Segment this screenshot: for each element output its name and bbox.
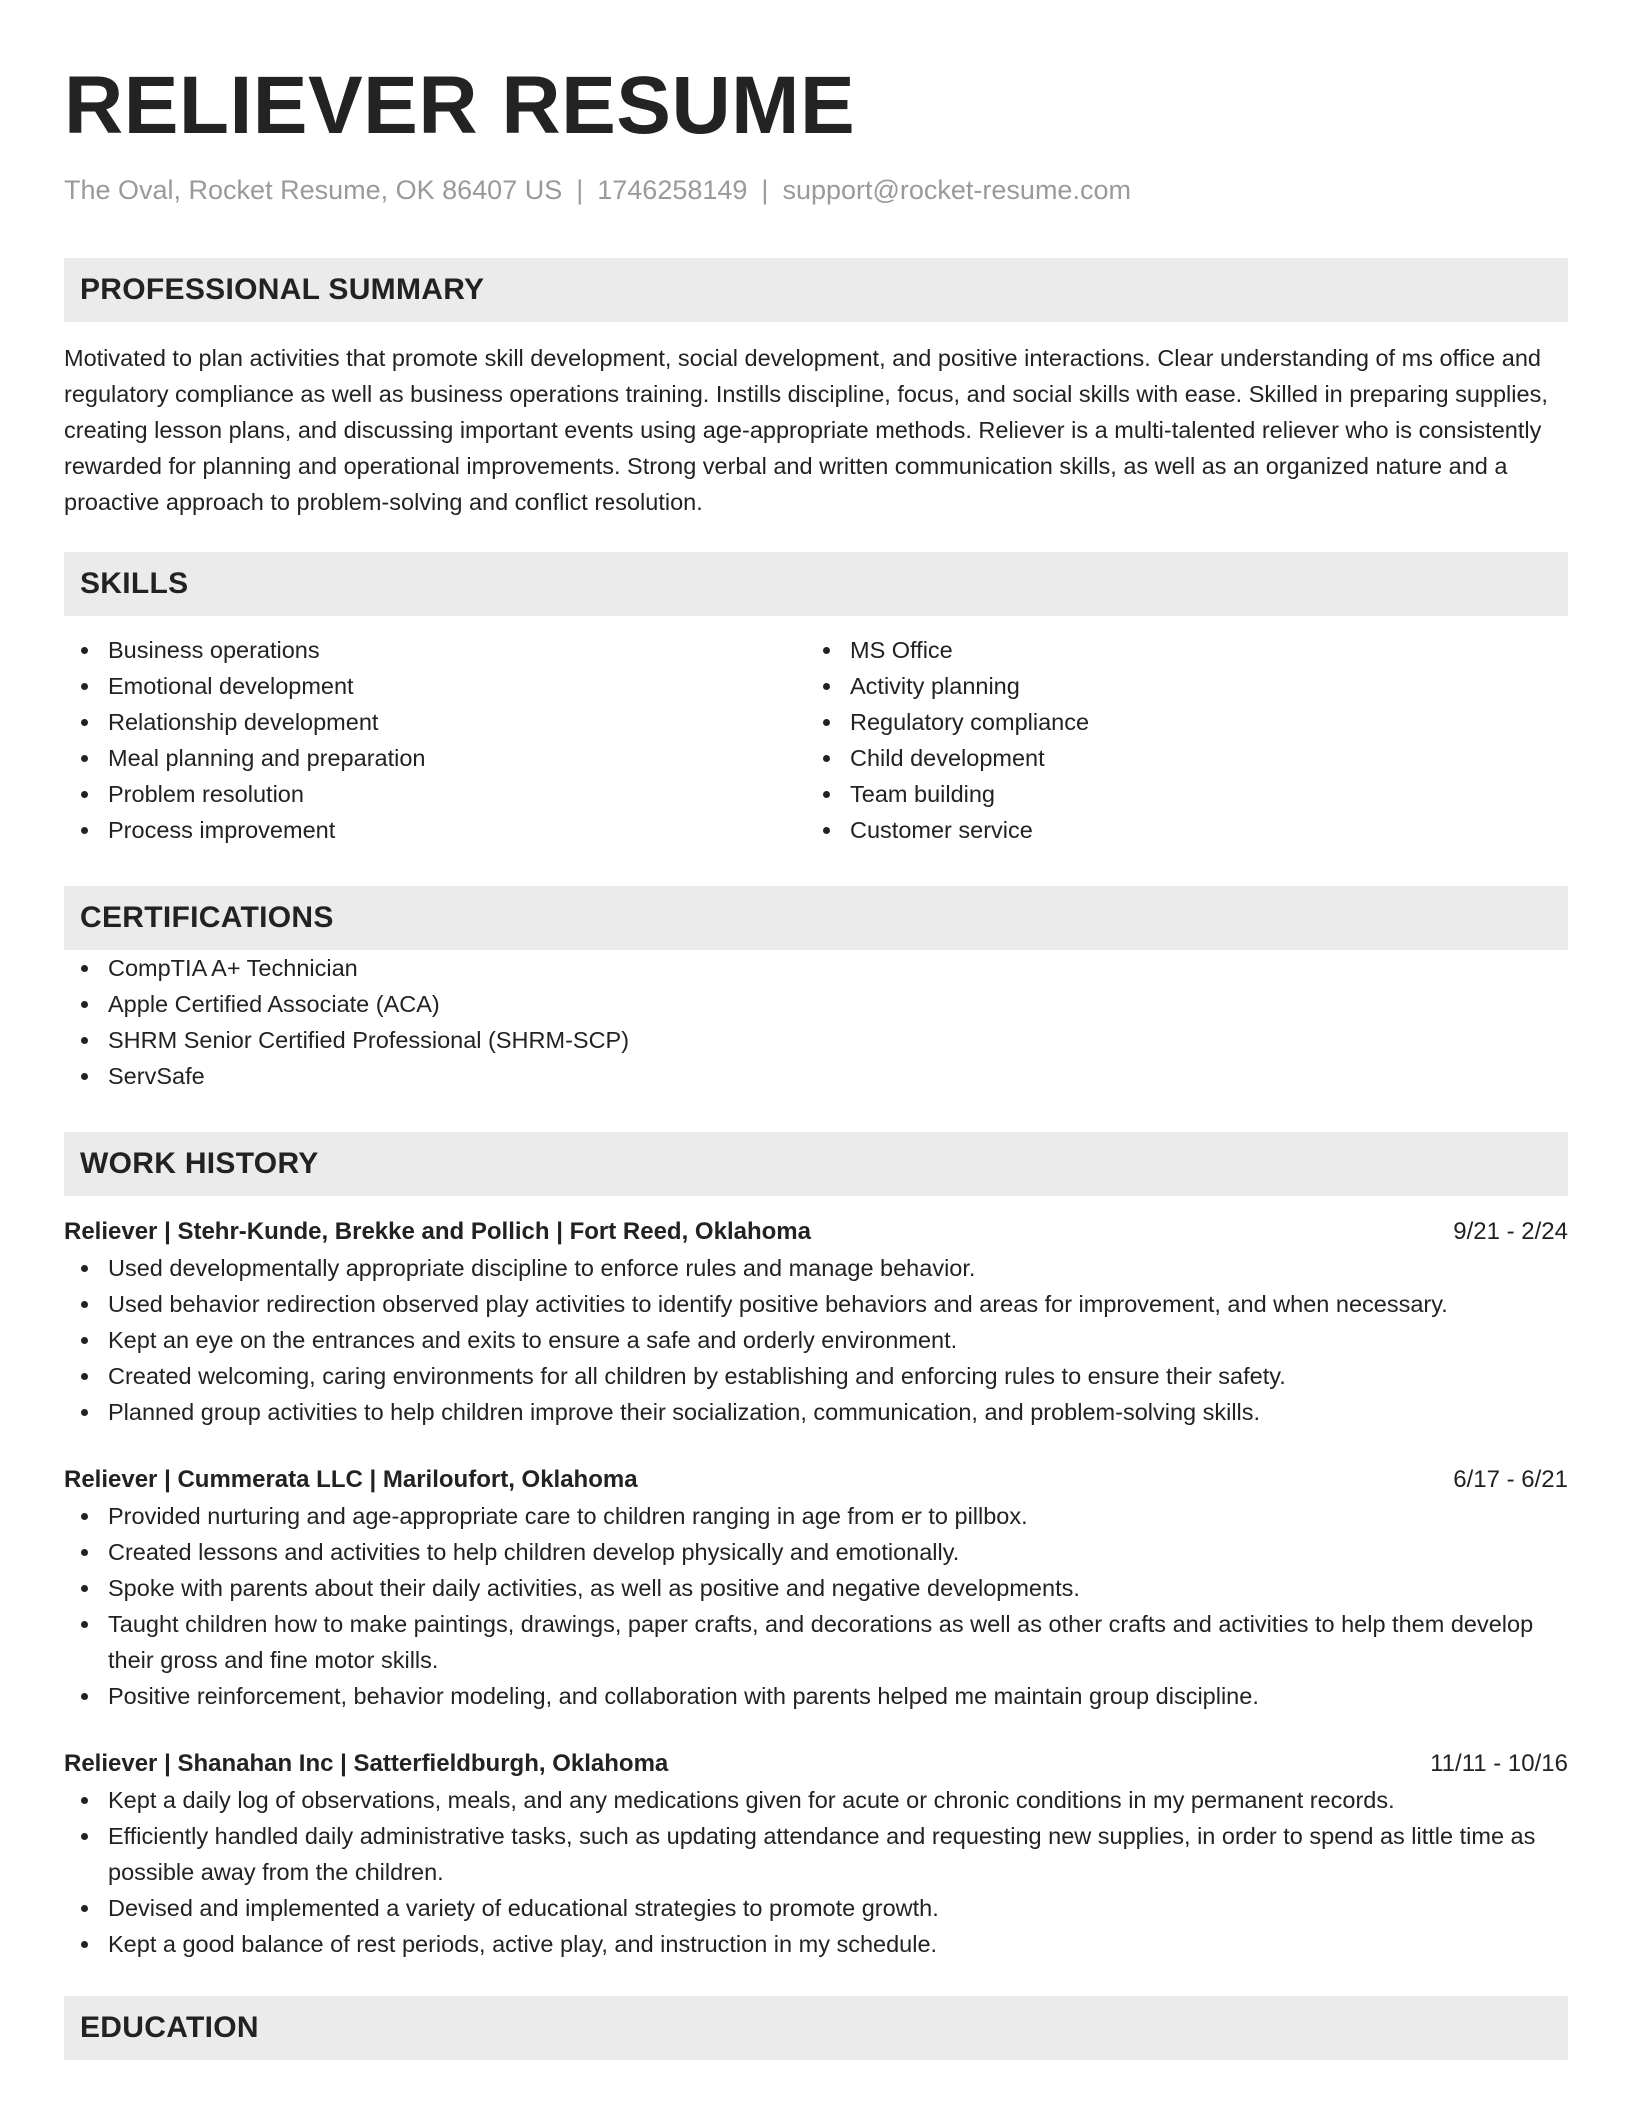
job-title: Reliever | Shanahan Inc | Satterfieldburgh, Oklahoma [64, 1750, 669, 1777]
skill-item: Activity planning [806, 668, 1548, 704]
contact-email: support@rocket-resume.com [782, 175, 1131, 205]
job-duty: Spoke with parents about their daily activities, as well as positive and negative developments. [64, 1570, 1568, 1606]
section-header-summary: PROFESSIONAL SUMMARY [64, 258, 1568, 322]
job-duty: Created lessons and activities to help children develop physically and emotionally. [64, 1534, 1568, 1570]
section-header-work-history: WORK HISTORY [64, 1132, 1568, 1196]
job-dates: 11/11 - 10/16 [1430, 1750, 1568, 1777]
job-duty: Efficiently handled daily administrative tasks, such as updating attendance and requesting new supplies, in order to spend as little time as possible away from the children. [64, 1818, 1568, 1890]
job-duty: Kept an eye on the entrances and exits to ensure a safe and orderly environment. [64, 1322, 1568, 1358]
contact-phone: 1746258149 [597, 175, 748, 205]
job-dates: 6/17 - 6/21 [1453, 1466, 1568, 1493]
certification-item: SHRM Senior Certified Professional (SHRM-SCP) [64, 1022, 1568, 1058]
job-duty: Used behavior redirection observed play activities to identify positive behaviors and areas for improvement, and when necessary. [64, 1286, 1568, 1322]
skills-list-right [806, 632, 1548, 848]
skills-column-right [806, 632, 1548, 848]
skills-columns [64, 632, 1568, 848]
job-duty: Positive reinforcement, behavior modeling, and collaboration with parents helped me maintain group discipline. [64, 1678, 1568, 1714]
job-duty: Planned group activities to help children improve their socialization, communication, and problem-solving skills. [64, 1394, 1568, 1430]
skill-item: Child development [806, 740, 1548, 776]
section-header-skills: SKILLS [64, 552, 1568, 616]
skill-item: Problem resolution [64, 776, 806, 812]
job-header [64, 1462, 1568, 1498]
job-dates: 9/21 - 2/24 [1453, 1218, 1568, 1245]
contact-separator: | [761, 175, 769, 205]
job-duty: Devised and implemented a variety of educational strategies to promote growth. [64, 1890, 1568, 1926]
section-header-education: EDUCATION [64, 1996, 1568, 2060]
certification-item: Apple Certified Associate (ACA) [64, 986, 1568, 1022]
contact-separator: | [576, 175, 584, 205]
skill-item: Process improvement [64, 812, 806, 848]
skill-item: Emotional development [64, 668, 806, 704]
certifications-list [64, 950, 1568, 1094]
certification-item: CompTIA A+ Technician [64, 950, 1568, 986]
certification-item: ServSafe [64, 1058, 1568, 1094]
job-header [64, 1214, 1568, 1250]
job-header [64, 1746, 1568, 1782]
job-duty: Used developmentally appropriate discipline to enforce rules and manage behavior. [64, 1250, 1568, 1286]
skill-item: Business operations [64, 632, 806, 668]
job-duties-list [64, 1250, 1568, 1430]
summary-text: Motivated to plan activities that promote skill development, social development, and positive interactions. Clear understanding of ms office and regulatory compliance as well as business operations training. Instills discipline, focus, and social skills with ease. Skilled in preparing supplies, creating lesson plans, and discussing important events using age-appropriate methods. Reliever is a multi-talented reliever who is consistently rewarded for planning and operational improvements. Strong verbal and written communication skills, as well as an organized nature and a proactive approach to problem-solving and conflict resolution. [64, 345, 1548, 515]
skill-item: MS Office [806, 632, 1548, 668]
job-duties-list [64, 1782, 1568, 1962]
job-duties-list [64, 1498, 1568, 1714]
skill-item: Meal planning and preparation [64, 740, 806, 776]
resume-title: RELIEVER RESUME [64, 60, 856, 151]
contact-address: The Oval, Rocket Resume, OK 86407 US [64, 175, 563, 205]
job-title: Reliever | Cummerata LLC | Mariloufort, Oklahoma [64, 1466, 638, 1493]
contact-line [64, 172, 1568, 208]
job-title: Reliever | Stehr-Kunde, Brekke and Pollich | Fort Reed, Oklahoma [64, 1218, 811, 1245]
job-duty: Kept a good balance of rest periods, active play, and instruction in my schedule. [64, 1926, 1568, 1962]
skill-item: Regulatory compliance [806, 704, 1548, 740]
job-duty: Kept a daily log of observations, meals, and any medications given for acute or chronic conditions in my permanent records. [64, 1782, 1568, 1818]
skills-list-left [64, 632, 806, 848]
job-duty: Provided nurturing and age-appropriate care to children ranging in age from er to pillbox. [64, 1498, 1568, 1534]
job-entry [64, 1462, 1568, 1714]
section-header-certifications: CERTIFICATIONS [64, 886, 1568, 950]
job-entry [64, 1746, 1568, 1962]
job-duty: Taught children how to make paintings, drawings, paper crafts, and decorations as well as other crafts and activities to help them develop their gross and fine motor skills. [64, 1606, 1568, 1678]
job-duty: Created welcoming, caring environments for all children by establishing and enforcing rules to ensure their safety. [64, 1358, 1568, 1394]
skills-column-left [64, 632, 806, 848]
skill-item: Relationship development [64, 704, 806, 740]
skill-item: Customer service [806, 812, 1548, 848]
skill-item: Team building [806, 776, 1548, 812]
job-entry [64, 1214, 1568, 1430]
